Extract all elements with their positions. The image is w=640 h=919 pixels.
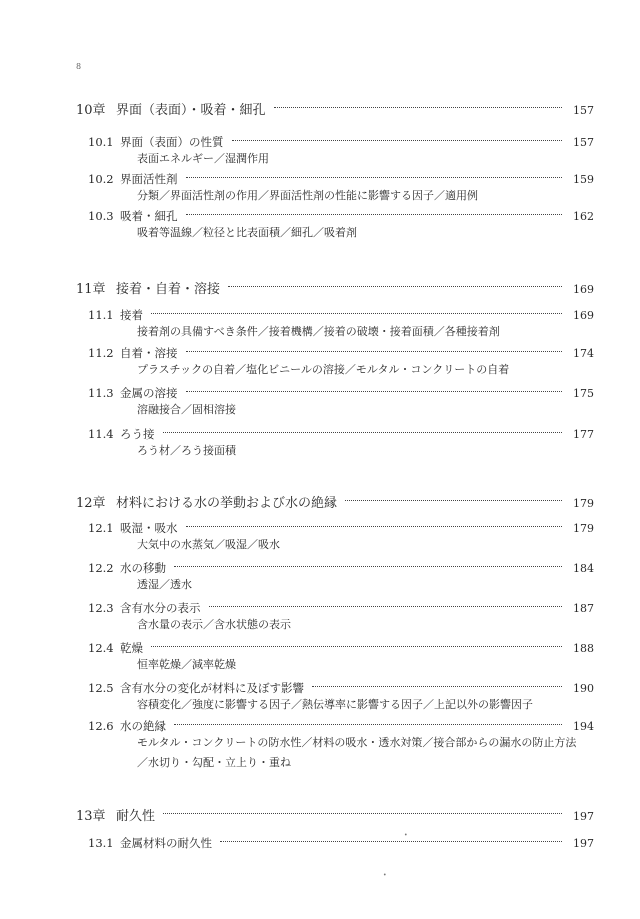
section-title: 水の絶縁 xyxy=(120,719,166,733)
section-number: 11.2 xyxy=(88,346,114,360)
section-subtopics: ろう材／ろう接面積 xyxy=(137,444,236,457)
dot-leader xyxy=(163,432,563,433)
section-title: 金属の溶接 xyxy=(120,386,178,400)
chapter-heading xyxy=(76,805,594,824)
chapter-title: 接着・自着・溶接 xyxy=(116,282,221,297)
scan-speck: • xyxy=(404,832,408,839)
section-page: 174 xyxy=(573,347,594,360)
chapter-number: 11章 xyxy=(76,282,106,297)
section-page: 194 xyxy=(573,720,594,733)
section-heading xyxy=(88,426,594,442)
section-number: 10.1 xyxy=(88,135,114,149)
section-subtopics: 大気中の水蒸気／吸湿／吸水 xyxy=(137,538,280,551)
section-heading xyxy=(88,835,594,851)
section-title: 自着・溶接 xyxy=(120,346,178,360)
dot-leader xyxy=(220,841,562,842)
chapter-heading xyxy=(76,278,594,297)
section-page: 179 xyxy=(573,522,594,535)
section-page: 190 xyxy=(573,682,594,695)
section-subtopics: プラスチックの自着／塩化ビニールの溶接／モルタル・コンクリートの自着 xyxy=(137,363,510,376)
chapter-page: 169 xyxy=(573,283,594,296)
section-heading xyxy=(88,560,594,576)
dot-leader xyxy=(151,313,562,314)
section-subtopics: 容積変化／強度に影響する因子／熱伝導率に影響する因子／上記以外の影響因子 xyxy=(137,698,533,711)
section-heading xyxy=(88,600,594,616)
section-number: 13.1 xyxy=(88,836,114,850)
chapter-page: 197 xyxy=(573,810,594,823)
section-title: 含有水分の表示 xyxy=(120,601,201,615)
dot-leader xyxy=(209,606,563,607)
section-title: 吸湿・吸水 xyxy=(120,521,178,535)
chapter-page: 157 xyxy=(573,104,594,117)
chapter-heading xyxy=(76,492,594,511)
dot-leader xyxy=(345,500,562,501)
page-number: 8 xyxy=(76,62,82,71)
section-heading xyxy=(88,718,594,734)
section-page: 187 xyxy=(573,602,594,615)
dot-leader xyxy=(186,526,563,527)
dot-leader xyxy=(312,686,562,687)
dot-leader xyxy=(186,214,563,215)
section-title: 吸着・細孔 xyxy=(120,209,178,223)
chapter-title: 界面（表面）・吸着・細孔 xyxy=(116,103,266,118)
dot-leader xyxy=(228,286,562,287)
section-number: 12.2 xyxy=(88,561,114,575)
chapter-page: 179 xyxy=(573,497,594,510)
section-page: 188 xyxy=(573,642,594,655)
section-title: 乾燥 xyxy=(120,641,143,655)
section-subtopics: 表面エネルギー／湿潤作用 xyxy=(137,152,269,165)
dot-leader xyxy=(174,724,562,725)
section-heading xyxy=(88,208,594,224)
section-subtopics: 接着剤の具備すべき条件／接着機構／接着の破壊・接着面積／各種接着剤 xyxy=(137,325,500,338)
section-title: 含有水分の変化が材料に及ぼす影響 xyxy=(120,681,304,695)
dot-leader xyxy=(163,813,562,814)
section-subtopics: 恒率乾燥／減率乾燥 xyxy=(137,658,236,671)
section-subtopics: モルタル・コンクリートの防水性／材料の吸水・透水対策／接合部からの漏水の防止方法／水切り・勾配・立上り・重ね xyxy=(137,736,577,769)
section-heading xyxy=(88,171,594,187)
dot-leader xyxy=(186,391,563,392)
section-page: 175 xyxy=(573,387,594,400)
dot-leader xyxy=(274,107,562,108)
section-title: 界面活性剤 xyxy=(120,172,178,186)
chapter-title: 材料における水の挙動および水の絶縁 xyxy=(116,496,338,511)
section-subtopics: 溶融接合／固相溶接 xyxy=(137,403,236,416)
section-page: 177 xyxy=(573,428,594,441)
section-page: 197 xyxy=(573,837,594,850)
section-number: 11.3 xyxy=(88,386,114,400)
section-heading xyxy=(88,520,594,536)
scan-speck: • xyxy=(383,872,387,879)
section-subtopics: 透湿／透水 xyxy=(137,578,192,591)
dot-leader xyxy=(174,566,562,567)
section-subtopics: 分類／界面活性剤の作用／界面活性剤の性能に影響する因子／適用例 xyxy=(137,189,478,202)
chapter-heading xyxy=(76,99,594,118)
section-heading xyxy=(88,345,594,361)
section-number: 12.3 xyxy=(88,601,114,615)
section-page: 162 xyxy=(573,210,594,223)
section-subtopics: 吸着等温線／粒径と比表面積／細孔／吸着剤 xyxy=(137,226,357,239)
chapter-number: 10章 xyxy=(76,103,106,118)
chapter-number: 12章 xyxy=(76,496,106,511)
section-title: 水の移動 xyxy=(120,561,166,575)
section-title: 金属材料の耐久性 xyxy=(120,836,212,850)
section-number: 11.4 xyxy=(88,427,114,441)
section-number: 12.5 xyxy=(88,681,114,695)
section-page: 184 xyxy=(573,562,594,575)
dot-leader xyxy=(186,177,563,178)
section-heading xyxy=(88,134,594,150)
chapter-title: 耐久性 xyxy=(116,809,156,824)
section-number: 10.3 xyxy=(88,209,114,223)
section-title: 接着 xyxy=(120,308,143,322)
section-number: 10.2 xyxy=(88,172,114,186)
section-subtopics: 含水量の表示／含水状態の表示 xyxy=(137,618,291,631)
section-page: 157 xyxy=(573,136,594,149)
section-heading xyxy=(88,640,594,656)
section-page: 159 xyxy=(573,173,594,186)
section-heading xyxy=(88,385,594,401)
section-page: 169 xyxy=(573,309,594,322)
section-number: 12.6 xyxy=(88,719,114,733)
chapter-number: 13章 xyxy=(76,809,106,824)
section-number: 11.1 xyxy=(88,308,114,322)
section-title: 界面（表面）の性質 xyxy=(120,135,224,149)
section-title: ろう接 xyxy=(120,427,155,441)
section-heading xyxy=(88,680,594,696)
dot-leader xyxy=(232,140,563,141)
section-number: 12.4 xyxy=(88,641,114,655)
section-number: 12.1 xyxy=(88,521,114,535)
dot-leader xyxy=(151,646,562,647)
dot-leader xyxy=(186,351,563,352)
section-heading xyxy=(88,307,594,323)
